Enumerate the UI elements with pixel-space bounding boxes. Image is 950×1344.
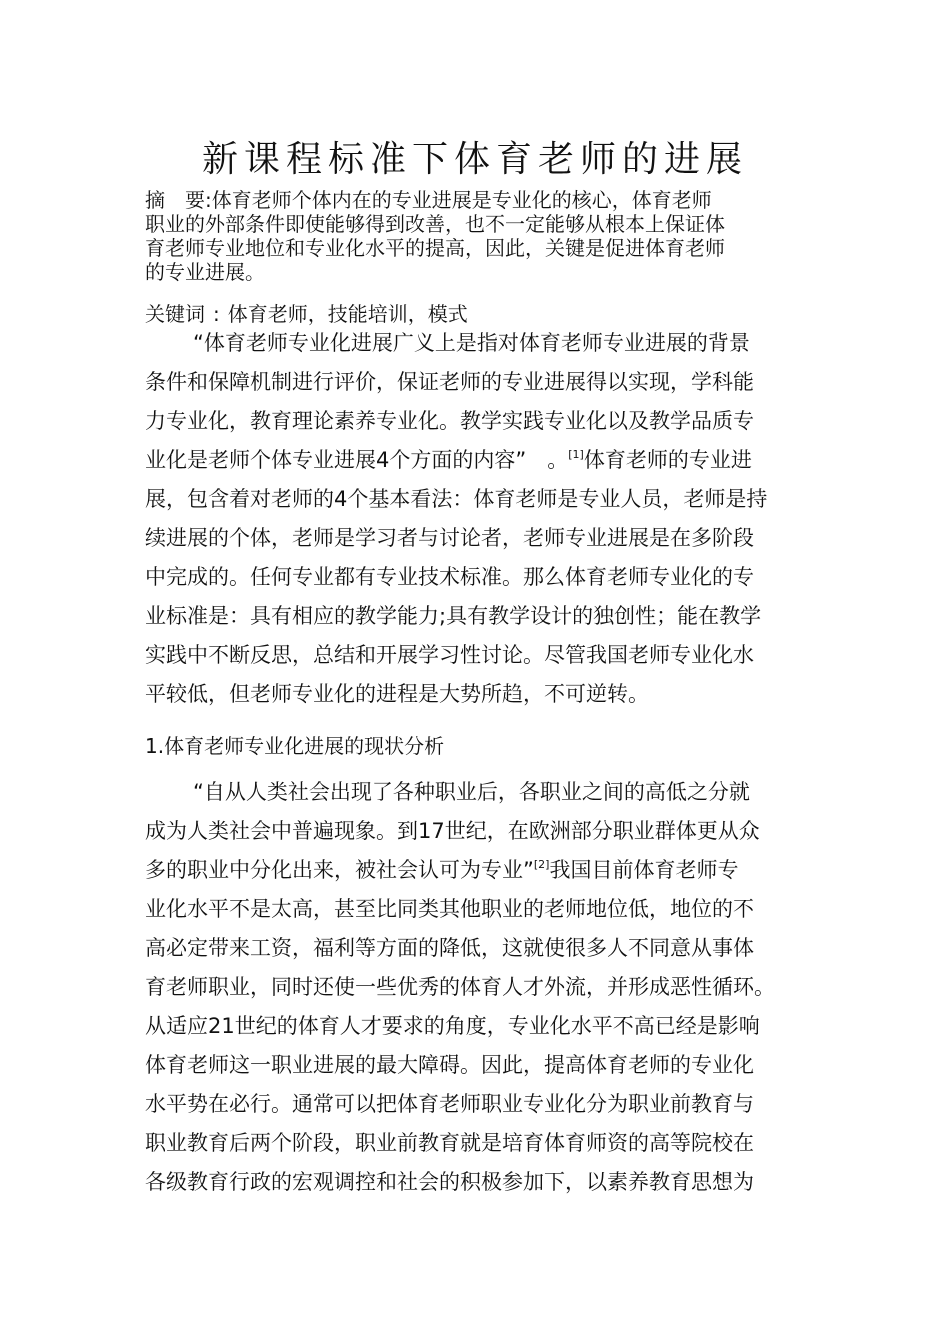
text-line: 条件和保障机制进行评价，保证老师的专业进展得以实现，学科能 <box>145 370 754 394</box>
text-line: 业标准是：具有相应的教学能力;具有教学设计的独创性；能在教学 <box>145 604 762 628</box>
text-line: “自从人类社会出现了各种职业后，各职业之间的高低之分就 <box>193 780 750 804</box>
text-line: 力专业化，教育理论素养专业化。教学实践专业化以及教学品质专 <box>145 409 754 433</box>
text-line: 展，包含着对老师的4个基本看法：体育老师是专业人员，老师是持 <box>145 487 768 511</box>
paragraph-1 <box>145 324 810 714</box>
text-line: 平较低，但老师专业化的进程是大势所趋，不可逆转。 <box>145 682 649 706</box>
text-line: 高必定带来工资，福利等方面的降低，这就使很多人不同意从事体 <box>145 936 754 960</box>
text-line: 成为人类社会中普遍现象。到17世纪，在欧洲部分职业群体更从众 <box>145 819 760 843</box>
abstract-text: 体育老师个体内在的专业进展是专业化的核心，体育老师 <box>211 188 712 212</box>
keywords-value: 体育老师，技能培训，模式 <box>227 302 468 326</box>
text-line <box>145 441 810 480</box>
text-line <box>145 851 810 890</box>
document-title: 新课程标准下体育老师的进展 <box>201 139 748 180</box>
text-segment: 体育老师的专业进 <box>583 448 752 472</box>
text-line: 续进展的个体，老师是学习者与讨论者，老师专业进展是在多阶段 <box>145 526 754 550</box>
text-line: “体育老师专业化进展广义上是指对体育老师专业进展的背景 <box>193 331 750 355</box>
citation-ref: [1] <box>568 448 584 461</box>
text-line: 体育老师这一职业进展的最大障碍。因此，提高体育老师的专业化 <box>145 1053 754 1077</box>
text-line: 各级教育行政的宏观调控和社会的积极参加下，以素养教育思想为 <box>145 1170 754 1194</box>
paragraph-2 <box>145 773 810 1202</box>
keywords-label: 关键词 <box>145 302 205 326</box>
text-segment: 多的职业中分化出来，被社会认可为专业” <box>145 858 534 882</box>
text-segment: 业化是老师个体专业进展4个方面的内容” 。 <box>145 448 569 472</box>
section-heading: 1.体育老师专业化进展的现状分析 <box>145 734 445 758</box>
text-line: 水平势在必行。通常可以把体育老师职业专业化分为职业前教育与 <box>145 1092 754 1116</box>
text-line: 从适应21世纪的体育人才要求的角度，专业化水平不高已经是影响 <box>145 1014 760 1038</box>
abstract-label: 摘 要: <box>145 188 212 212</box>
keywords <box>145 298 468 327</box>
text-line: 职业教育后两个阶段，职业前教育就是培育体育师资的高等院校在 <box>145 1131 754 1155</box>
text-line: 实践中不断反思，总结和开展学习性讨论。尽管我国老师专业化水 <box>145 643 754 667</box>
abstract-line <box>145 188 810 212</box>
text-line: 育老师职业，同时还使一些优秀的体育人才外流，并形成恶性循环。 <box>145 975 775 999</box>
abstract-line: 的专业进展。 <box>145 260 265 284</box>
citation-ref: [2] <box>533 858 550 871</box>
text-segment: 我国目前体育老师专 <box>549 858 739 882</box>
text-line: 中完成的。任何专业都有专业技术标准。那么体育老师专业化的专 <box>145 565 754 589</box>
abstract-line: 育老师专业地位和专业化水平的提高，因此，关键是促进体育老师 <box>145 236 725 260</box>
abstract-line: 职业的外部条件即使能够得到改善，也不一定能够从根本上保证体 <box>145 212 725 236</box>
text-line: 业化水平不是太高，甚至比同类其他职业的老师地位低，地位的不 <box>145 897 754 921</box>
keywords-separator: : <box>213 302 220 326</box>
abstract <box>145 188 810 284</box>
